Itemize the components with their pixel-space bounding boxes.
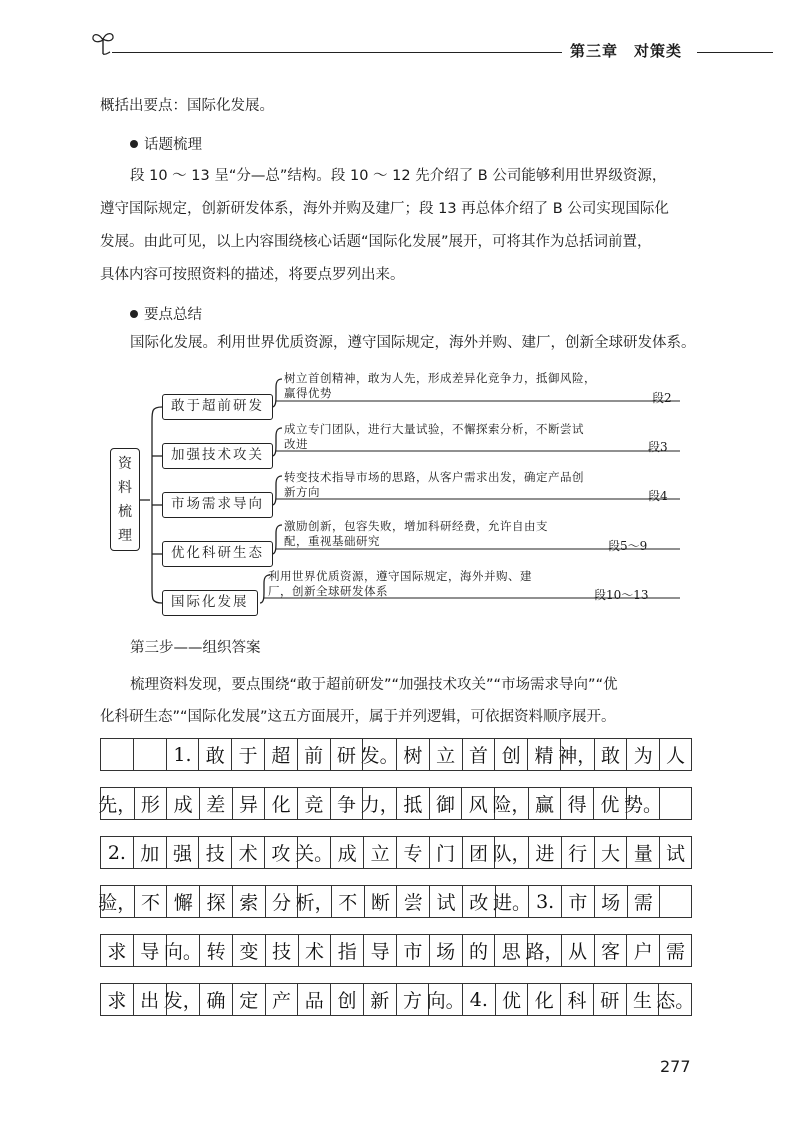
grid-cell: 试	[659, 836, 692, 869]
root-node-materials	[110, 448, 140, 551]
grid-cell: 队，	[494, 836, 528, 869]
section-heading-summary	[130, 303, 202, 324]
grid-cell: 向。	[166, 934, 200, 967]
header-rule-right	[697, 52, 773, 53]
grid-cell: 4.	[462, 983, 495, 1016]
grid-cell: 思	[494, 934, 527, 967]
grid-cell: 产	[265, 983, 298, 1016]
grid-cell: 势。	[626, 787, 660, 820]
grid-cell: 精	[527, 738, 560, 771]
grid-cell: 形	[134, 787, 167, 820]
grid-cell: 定	[232, 983, 265, 1016]
grid-cell: 为	[626, 738, 659, 771]
branch-note: 激励创新，包容失败，增加科研经费，允许自由支	[284, 519, 548, 533]
section-heading-topic	[130, 133, 202, 154]
paragraph-line: 化科研生态”“国际化发展”这五方面展开，属于并列逻辑，可依据资料顺序展开。	[100, 709, 616, 725]
grid-cell: 于	[231, 738, 264, 771]
grid-cell: 优	[593, 787, 626, 820]
grid-cell: 门	[429, 836, 462, 869]
grid-cell: 争	[330, 787, 363, 820]
grid-cell: 术	[298, 934, 331, 967]
grid-cell: 3.	[528, 885, 561, 918]
grid-cell: 团	[462, 836, 495, 869]
paragraph-line: 遵守国际规定，创新研发体系，海外并购及建厂；段 13 再总体介绍了 B 公司实现国际化	[100, 201, 669, 217]
grid-cell: 赢	[528, 787, 561, 820]
grid-cell: 分	[265, 885, 298, 918]
branch-node: 国际化发展	[162, 590, 258, 616]
grid-cell: 从	[561, 934, 594, 967]
grid-cell: 生	[626, 983, 659, 1016]
branch-note: 新方向	[284, 485, 320, 499]
grid-cell: 成	[330, 836, 363, 869]
branch-note: 配，重视基础研究	[284, 534, 380, 548]
grid-cell: 指	[330, 934, 363, 967]
root-char: 料	[118, 480, 132, 496]
branch-node: 优化科研生态	[162, 541, 273, 567]
grid-cell: 市	[396, 934, 429, 967]
grid-cell: 变	[232, 934, 265, 967]
grid-cell: 导	[133, 934, 166, 967]
grid-cell: 场	[429, 934, 462, 967]
grid-cell: 求	[100, 934, 133, 967]
grid-cell: 行	[561, 836, 594, 869]
branch-note: 转变技术指导市场的思路，从客户需求出发，确定产品创	[284, 470, 584, 484]
grid-cell: 超	[264, 738, 297, 771]
grid-cell: 科	[560, 983, 593, 1016]
grid-cell: 大	[594, 836, 627, 869]
branch-note: 赢得优势	[284, 386, 332, 400]
grid-cell: 量	[626, 836, 659, 869]
grid-cell	[133, 738, 166, 771]
grid-cell: 探	[199, 885, 232, 918]
grid-row	[100, 738, 692, 771]
grid-cell: 先，	[100, 787, 134, 820]
grid-cell: 不	[134, 885, 167, 918]
grid-cell: 场	[594, 885, 627, 918]
grid-cell: 断	[364, 885, 397, 918]
grid-cell: 态。	[658, 983, 692, 1016]
grid-cell: 差	[199, 787, 232, 820]
grid-cell: 敢	[198, 738, 231, 771]
grid-cell: 客	[594, 934, 627, 967]
grid-cell: 风	[461, 787, 494, 820]
branch-note: 厂，创新全球研发体系	[268, 584, 388, 598]
branch-note: 树立首创精神，敢为人先，形成差异化竞争力，抵御风险，	[284, 371, 596, 385]
paragraph-ref: 段10～13	[594, 588, 649, 602]
grid-cell: 路，	[527, 934, 561, 967]
grid-cell: 技	[198, 836, 231, 869]
material-tree-diagram	[100, 365, 700, 625]
grid-cell: 异	[232, 787, 265, 820]
bullet-icon	[130, 140, 138, 148]
grid-cell: 需	[659, 934, 692, 967]
grid-cell: 析，	[297, 885, 331, 918]
paragraph-line: 概括出要点：国际化发展。	[100, 98, 274, 114]
grid-cell: 研	[593, 983, 626, 1016]
grid-cell: 向。	[428, 983, 462, 1016]
grid-cell: 化	[264, 787, 297, 820]
heading-text: 要点总结	[144, 307, 202, 323]
grid-cell: 验，	[100, 885, 134, 918]
grid-cell: 首	[462, 738, 495, 771]
grid-cell: 索	[232, 885, 265, 918]
grid-cell: 品	[297, 983, 330, 1016]
grid-cell: 优	[495, 983, 528, 1016]
grid-cell: 尝	[396, 885, 429, 918]
grid-cell	[659, 787, 692, 820]
grid-cell: 导	[363, 934, 396, 967]
grid-cell: 技	[265, 934, 298, 967]
grid-cell	[659, 885, 692, 918]
branch-note: 改进	[284, 437, 308, 451]
paragraph-line: 国际化发展。利用世界优质资源，遵守国际规定，海外并购、建厂，创新全球研发体系。	[130, 335, 696, 351]
grid-cell: 专	[396, 836, 429, 869]
chapter-title: 第三章 对策类	[570, 42, 683, 60]
branch-node: 加强技术攻关	[162, 443, 273, 469]
grid-row	[100, 983, 695, 1016]
grid-cell: 关。	[297, 836, 331, 869]
grid-cell: 强	[166, 836, 199, 869]
grid-cell: 抵	[396, 787, 429, 820]
root-char: 理	[118, 528, 132, 544]
step-heading: 第三步——组织答案	[130, 640, 261, 656]
grid-cell	[100, 738, 133, 771]
grid-cell: 市	[561, 885, 594, 918]
paragraph-line: 梳理资料发现，要点围绕“敢于超前研发”“加强技术攻关”“市场需求导向”“优	[130, 677, 618, 693]
header-rule-left	[112, 52, 562, 53]
grid-cell: 转	[199, 934, 232, 967]
grid-cell: 研	[330, 738, 363, 771]
grid-cell: 创	[330, 983, 363, 1016]
grid-cell: 进	[528, 836, 561, 869]
grid-cell: 1.	[166, 738, 199, 771]
paragraph-line: 具体内容可按照资料的描述，将要点罗列出来。	[100, 267, 405, 283]
branch-note: 利用世界优质资源，遵守国际规定，海外并购、建	[268, 569, 532, 583]
grid-row	[100, 885, 692, 918]
grid-cell: 户	[626, 934, 659, 967]
grid-cell: 前	[297, 738, 330, 771]
grid-cell: 确	[199, 983, 232, 1016]
bullet-icon	[130, 310, 138, 318]
grid-cell: 立	[429, 738, 462, 771]
paragraph-ref: 段3	[648, 440, 668, 454]
grid-cell: 创	[494, 738, 527, 771]
grid-cell: 方	[396, 983, 429, 1016]
branch-node: 市场需求导向	[162, 492, 273, 518]
grid-cell: 发，	[166, 983, 200, 1016]
grid-cell: 的	[462, 934, 495, 967]
grid-cell: 出	[133, 983, 166, 1016]
grid-cell: 力，	[362, 787, 396, 820]
grid-cell: 求	[100, 983, 133, 1016]
grid-cell: 攻	[264, 836, 297, 869]
paragraph-line: 段 10 ～ 13 呈“分—总”结构。段 10 ～ 12 先介绍了 B 公司能够利用世界级资源，	[130, 168, 667, 184]
paragraph-ref: 段5～9	[608, 539, 648, 553]
grid-cell: 人	[659, 738, 692, 771]
grid-cell: 不	[331, 885, 364, 918]
grid-cell: 化	[527, 983, 560, 1016]
grid-cell: 2.	[100, 836, 133, 869]
grid-cell: 神，	[560, 738, 594, 771]
grid-cell: 需	[627, 885, 660, 918]
grid-cell: 御	[429, 787, 462, 820]
grid-row	[100, 934, 692, 967]
grid-cell: 试	[429, 885, 462, 918]
grid-cell: 竞	[297, 787, 330, 820]
grid-cell: 立	[363, 836, 396, 869]
root-char: 梳	[118, 504, 132, 520]
grid-cell: 术	[231, 836, 264, 869]
grid-cell: 树	[396, 738, 429, 771]
grid-row	[100, 787, 692, 820]
grid-cell: 发。	[362, 738, 396, 771]
branch-note: 成立专门团队，进行大量试验，不懈探索分析，不断尝试	[284, 422, 584, 436]
grid-cell: 进。	[495, 885, 529, 918]
root-char: 资	[118, 456, 132, 472]
grid-cell: 新	[363, 983, 396, 1016]
paragraph-ref: 段2	[652, 391, 672, 405]
grid-cell: 险，	[494, 787, 528, 820]
paragraph-ref: 段4	[648, 489, 668, 503]
grid-cell: 加	[133, 836, 166, 869]
grid-row	[100, 836, 692, 869]
grid-cell: 懈	[166, 885, 199, 918]
grid-cell: 成	[166, 787, 199, 820]
grid-cell: 改	[462, 885, 495, 918]
grid-cell: 敢	[594, 738, 627, 771]
heading-text: 话题梳理	[144, 137, 202, 153]
page-number: 277	[660, 1057, 691, 1076]
grid-cell: 得	[560, 787, 593, 820]
paragraph-line: 发展。由此可见，以上内容围绕核心话题“国际化发展”展开，可将其作为总括词前置，	[100, 234, 652, 250]
branch-node: 敢于超前研发	[162, 394, 273, 420]
